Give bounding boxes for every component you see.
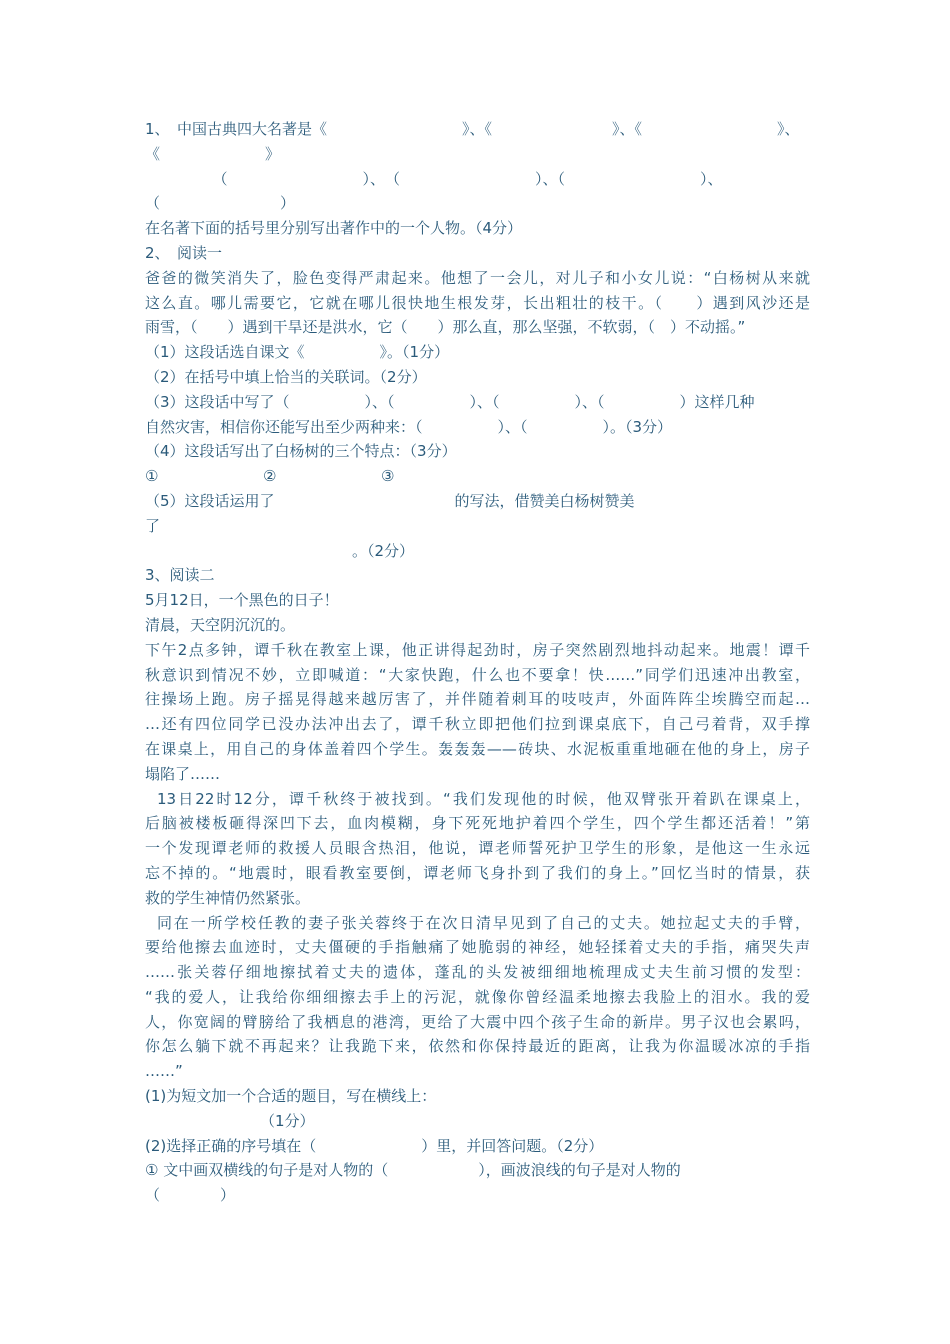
q2-sub4: （4）这段话写出了白杨树的三个特点：（3分） (145, 442, 457, 461)
q3-p2: 清晨，天空阴沉沉的。 (145, 615, 296, 634)
q3-sub2: (2)选择正确的序号填在（ ）里，并回答问题。（2分） (145, 1136, 604, 1155)
q3-p4-line: 13日22时12分，谭千秋终于被找到。“我们发现他的时候，他双臂张开着趴在课桌上， (157, 789, 810, 808)
q2-sub3b: 自然灾害，相信你还能写出至少两种来：（ ）、（ ）。（3分） (145, 417, 673, 436)
q1-line4: （ ） (145, 194, 296, 213)
q2-passage-line: 雨雪，（ ）遇到干旱还是洪水，它（ ）那么直，那么坚强，不软弱，（ ）不动摇。” (145, 318, 746, 337)
q1-line2: 《 》 (145, 144, 281, 163)
q3-p3-line: 秋意识到情况不妙，立即喊道：“大家快跑，什么也不要拿！快……”同学们迅速冲出教室， (145, 665, 810, 684)
q3-p5-line: 要给他擦去血迹时，丈夫僵硬的手指触痛了她脆弱的神经，她轻揉着丈夫的手指，痛哭失声 (145, 938, 810, 957)
circled-3: ③ (381, 467, 395, 486)
q3-p5-line: “我的爱人，让我给你细细擦去手上的污泥，就像你曾经温柔地擦去我脸上的泪水。我的爱 (145, 987, 810, 1006)
q3-p4-line: 忘不掉的。“地震时，眼看教室要倒，谭老师飞身扑到了我们的身上。”回忆当时的情景，获 (145, 863, 810, 882)
exam-page (145, 117, 810, 1208)
circled-2: ② (263, 467, 277, 486)
q3-sub1b: （1分） (260, 1111, 315, 1130)
q3-p5-line: ……” (145, 1062, 183, 1081)
q2-circled-numbers (145, 464, 810, 489)
q2-sub5c: 。（2分） (352, 541, 415, 560)
q3-p3-line: 下午2点多钟，谭千秋在教室上课，他正讲得起劲时，房子突然剧烈地抖动起来。地震！谭千 (145, 640, 810, 659)
q2-sub5b: 了 (145, 516, 161, 535)
q3-p3-line: 在课桌上，用自己的身体盖着四个学生。轰轰轰——砖块、水泥板重重地砸在他的身上，房子 (145, 739, 810, 758)
q2-passage-line: 这么直。哪儿需要它，它就在哪儿很快地生根发芽，长出粗壮的枝干。（ ）遇到风沙还是 (145, 293, 810, 312)
q2-title: 2、 阅读一 (145, 243, 223, 262)
q2-sub3a: （3）这段话中写了（ ）、（ ）、（ ）、（ ）这样几种 (145, 392, 755, 411)
q2-passage-line: 爸爸的微笑消失了，脸色变得严肃起来。他想了一会儿，对儿子和小女儿说：“白杨树从来就 (145, 268, 810, 287)
q1-line3: （ ）、 （ ）、（ ）、 (145, 169, 723, 188)
circled-1: ① (145, 467, 159, 486)
q2-sub2: （2）在括号中填上恰当的关联词。（2分） (145, 367, 427, 386)
q3-p4-line: 后脑被楼板砸得深凹下去，血肉模糊，身下死死地护着四个学生，四个学生都还活着！”第 (145, 814, 810, 833)
q3-p5-line: 你怎么躺下就不再起来？让我跪下来，依然和你保持最近的距离，让我为你温暖冰凉的手指 (145, 1037, 810, 1056)
q3-p4-line: 救的学生神情仍然紧张。 (145, 888, 311, 907)
q3-sub2a: ① 文中画双横线的句子是对人物的（ ），画波浪线的句子是对人物的 (145, 1161, 681, 1180)
q3-p1: 5月12日，一个黑色的日子！ (145, 591, 339, 610)
q3-title: 3、阅读二 (145, 566, 215, 585)
q3-p5-line: 人，你宽阔的臂膀给了我栖息的港湾，更给了大震中四个孩子生命的新岸。男子汉也会累吗， (145, 1012, 810, 1031)
q3-p4-line: 一个发现谭老师的救援人员眼含热泪，他说，谭老师誓死护卫学生的形象，是他这一生永远 (145, 839, 810, 858)
q3-p3-line: 塌陷了…… (145, 764, 221, 783)
q1-line1: 1、 中国古典四大名著是《 》、《 》、《 》、 (145, 120, 800, 138)
q2-sub5a: （5）这段话运用了 的写法，借赞美白杨树赞美 (145, 491, 635, 510)
q3-sub1a: (1)为短文加一个合适的题目，写在横线上： (145, 1087, 437, 1106)
q3-p5-line: 同在一所学校任教的妻子张关蓉终于在次日清早见到了自己的丈夫。她拉起丈夫的手臂， (157, 913, 810, 932)
q2-sub1: （1）这段话选自课文《 》。（1分） (145, 343, 450, 362)
q3-p5-line: ……张关蓉仔细地擦拭着丈夫的遗体，蓬乱的头发被细细地梳理成丈夫生前习惯的发型： (145, 963, 810, 982)
q3-sub2b: （ ） (145, 1186, 236, 1205)
q3-p3-line: 往操场上跑。房子摇晃得越来越厉害了，并伴随着刺耳的吱吱声，外面阵阵尘埃腾空而起… (145, 690, 810, 709)
q1-instruction: 在名著下面的括号里分别写出著作中的一个人物。（4分） (145, 219, 523, 238)
q3-p3-line: …还有四位同学已没办法冲出去了，谭千秋立即把他们拉到课桌底下，自己弓着背，双手撑 (145, 715, 810, 734)
